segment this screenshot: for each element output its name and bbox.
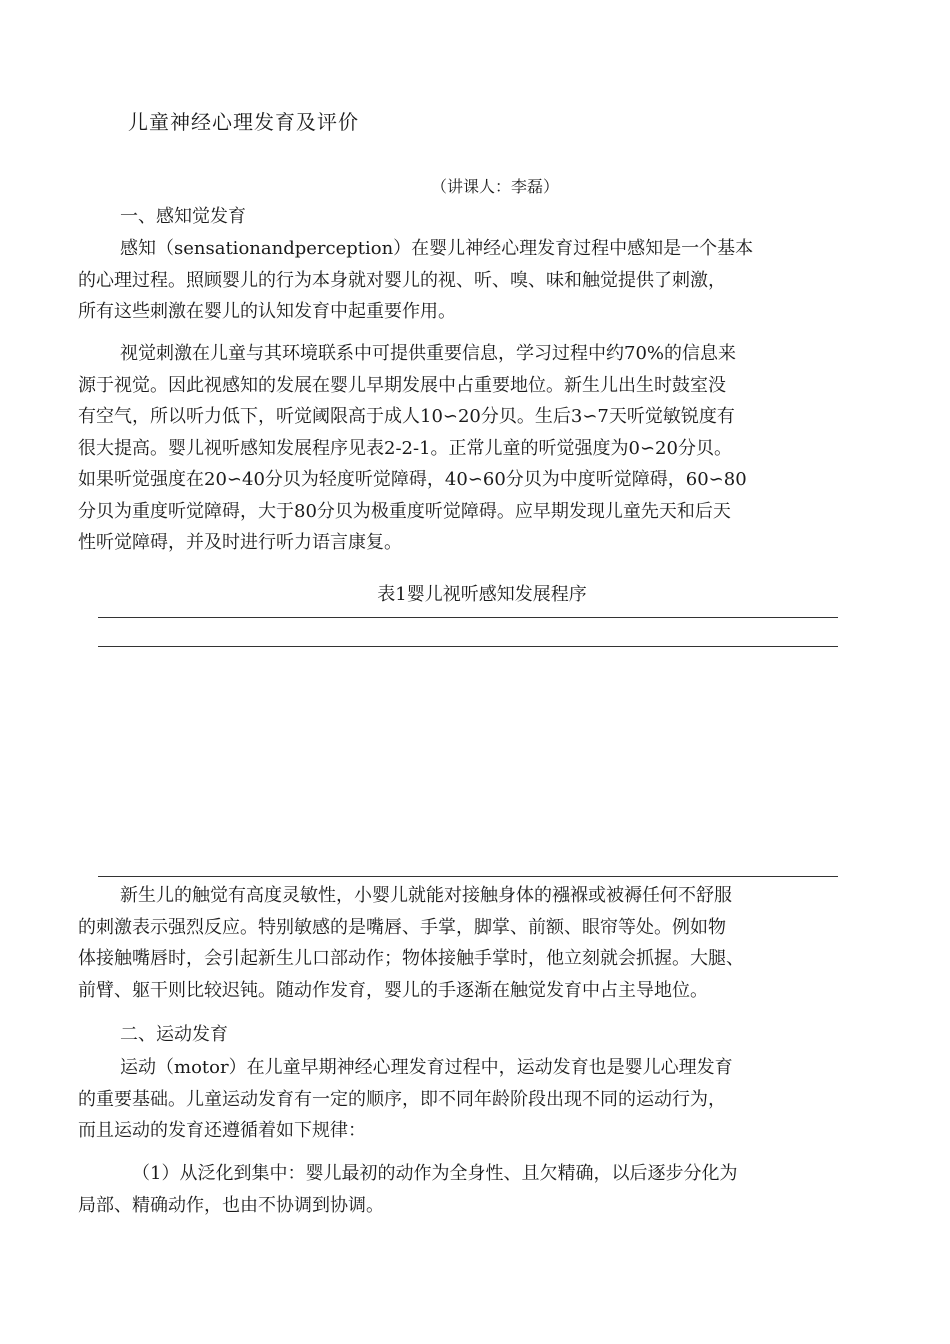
section-heading-motor: 二、运动发育 <box>120 1024 228 1045</box>
text-line: 有空气，所以听力低下，听觉阈限高于成人10∽20分贝。生后3∽7天听觉敏锐度有 <box>78 406 735 427</box>
table-top-rule <box>98 617 838 618</box>
text-line: 分贝为重度听觉障碍，大于80分贝为极重度听觉障碍。应早期发现儿童先天和后天 <box>78 500 731 522</box>
section-heading-perception: 一、感知觉发育 <box>120 206 246 227</box>
text-line: 局部、精确动作，也由不协调到协调。 <box>78 1194 384 1216</box>
text-line: 视觉刺激在儿童与其环境联系中可提供重要信息，学习过程中约70%的信息来 <box>120 343 737 364</box>
lecturer-line: （讲课人：李磊） <box>430 177 559 196</box>
text-line: 如果听觉强度在20∽40分贝为轻度听觉障碍，40∽60分贝为中度听觉障碍，60∽80 <box>78 469 747 490</box>
text-line: 很大提高。婴儿视听感知发展程序见表2-2-1。正常儿童的听觉强度为0∽20分贝。 <box>78 437 732 459</box>
table-body-empty <box>98 648 838 876</box>
text-line: 的心理过程。照顾婴儿的行为本身就对婴儿的视、听、嗅、味和触觉提供了刺激， <box>78 269 726 291</box>
paragraph-perception-intro <box>78 233 868 328</box>
document-title: 儿童神经心理发育及评价 <box>128 110 359 134</box>
paragraph-touch <box>78 880 868 1006</box>
text-line: 感知（sensationandperception）在婴儿神经心理发育过程中感知是一个基本 <box>120 238 754 259</box>
text-line: 性听觉障碍，并及时进行听力语言康复。 <box>78 532 402 553</box>
paragraph-motor-intro <box>78 1052 868 1147</box>
text-line: 运动（motor）在儿童早期神经心理发育过程中，运动发育也是婴儿心理发育 <box>120 1057 733 1078</box>
table-bottom-rule <box>98 876 838 877</box>
text-line: （1）从泛化到集中：婴儿最初的动作为全身性、且欠精确，以后逐步分化为 <box>132 1163 738 1184</box>
text-line: 新生儿的触觉有高度灵敏性，小婴儿就能对接触身体的襁褓或被褥任何不舒服 <box>120 885 732 906</box>
text-line: 前臂、躯干则比较迟钝。随动作发育，婴儿的手逐渐在触觉发育中占主导地位。 <box>78 979 708 1001</box>
text-line: 而且运动的发育还遵循着如下规律： <box>78 1120 366 1141</box>
text-line: 体接触嘴唇时，会引起新生儿口部动作；物体接触手掌时，他立刻就会抓握。大腿、 <box>78 948 744 969</box>
table-header-rule <box>98 646 838 647</box>
paragraph-motor-rule-1 <box>78 1158 868 1221</box>
text-line: 的重要基础。儿童运动发育有一定的顺序，即不同年龄阶段出现不同的运动行为， <box>78 1088 726 1110</box>
text-line: 所有这些刺激在婴儿的认知发育中起重要作用。 <box>78 301 456 322</box>
text-line: 源于视觉。因此视感知的发展在婴儿早期发展中占重要地位。新生儿出生时鼓室没 <box>78 374 726 396</box>
table-caption: 表1婴儿视听感知发展程序 <box>377 584 587 605</box>
paragraph-vision-hearing <box>78 338 868 559</box>
text-line: 的刺激表示强烈反应。特别敏感的是嘴唇、手掌，脚掌、前额、眼帘等处。例如物 <box>78 916 726 938</box>
